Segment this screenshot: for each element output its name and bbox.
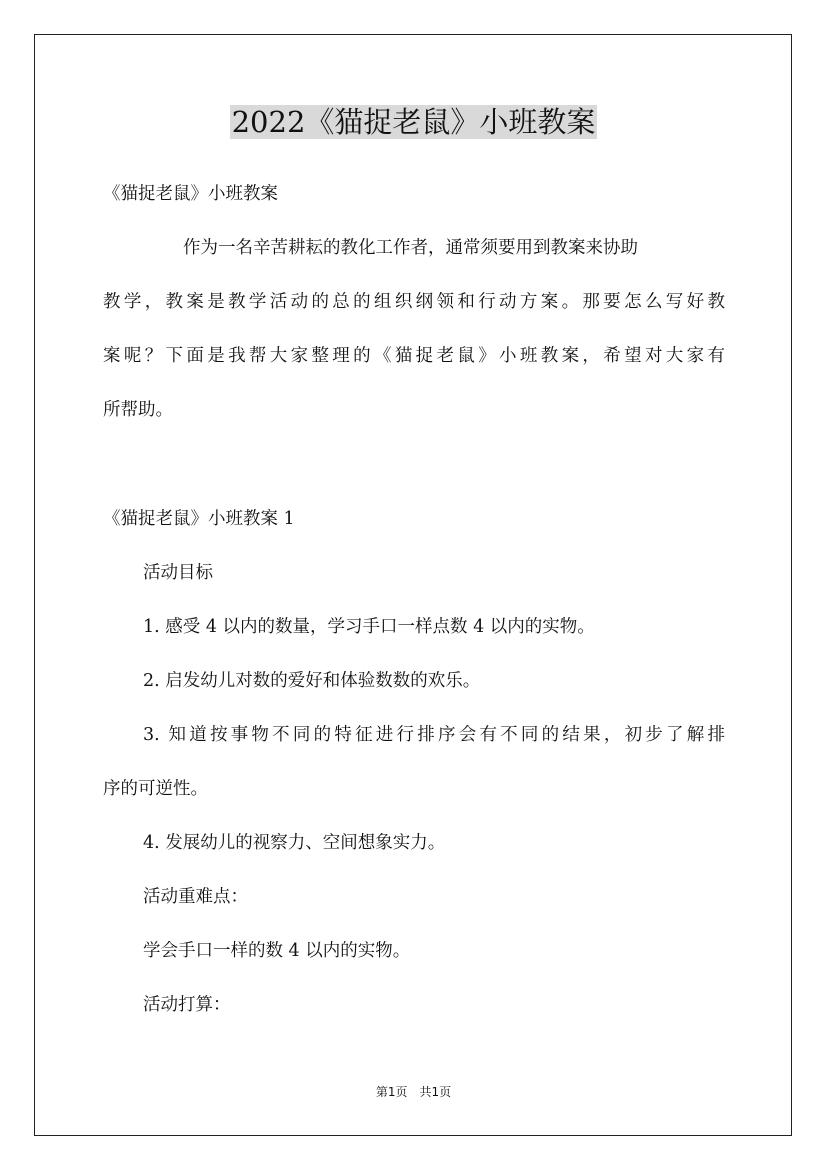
- document-title-text: 2022《猫捉老鼠》小班教案: [231, 105, 596, 139]
- section-title: 《猫捉老鼠》小班教案 1: [103, 509, 295, 529]
- document-subtitle: 《猫捉老鼠》小班教案: [103, 184, 278, 204]
- keypoints-heading: 活动重难点：: [143, 887, 248, 907]
- intro-line-1: 作为一名辛苦耕耘的教化工作者，通常须要用到教案来协助: [183, 238, 638, 258]
- intro-line-2: 教学，教案是教学活动的总的组织纲领和行动方案。那要怎么写好教: [103, 292, 725, 312]
- goal-item-4: 4. 发展幼儿的视察力、空间想象实力。: [143, 833, 446, 853]
- keypoints-text: 学会手口一样的数 4 以内的实物。: [143, 941, 411, 961]
- goal-item-1: 1. 感受 4 以内的数量，学习手口一样点数 4 以内的实物。: [143, 617, 595, 637]
- intro-line-4: 所帮助。: [103, 400, 173, 420]
- goal-item-3-line-1: 3. 知道按事物不同的特征进行排序会有不同的结果，初步了解排: [143, 725, 725, 745]
- preparation-heading: 活动打算：: [143, 995, 231, 1015]
- page-footer: 第1页 共1页: [375, 1085, 452, 1099]
- goal-item-3-line-2: 序的可逆性。: [103, 779, 208, 799]
- goal-item-2: 2. 启发幼儿对数的爱好和体验数数的欢乐。: [143, 671, 481, 691]
- goals-heading: 活动目标: [143, 563, 213, 583]
- intro-line-3: 案呢？下面是我帮大家整理的《猫捉老鼠》小班教案，希望对大家有: [103, 346, 725, 366]
- document-title: [0, 100, 827, 144]
